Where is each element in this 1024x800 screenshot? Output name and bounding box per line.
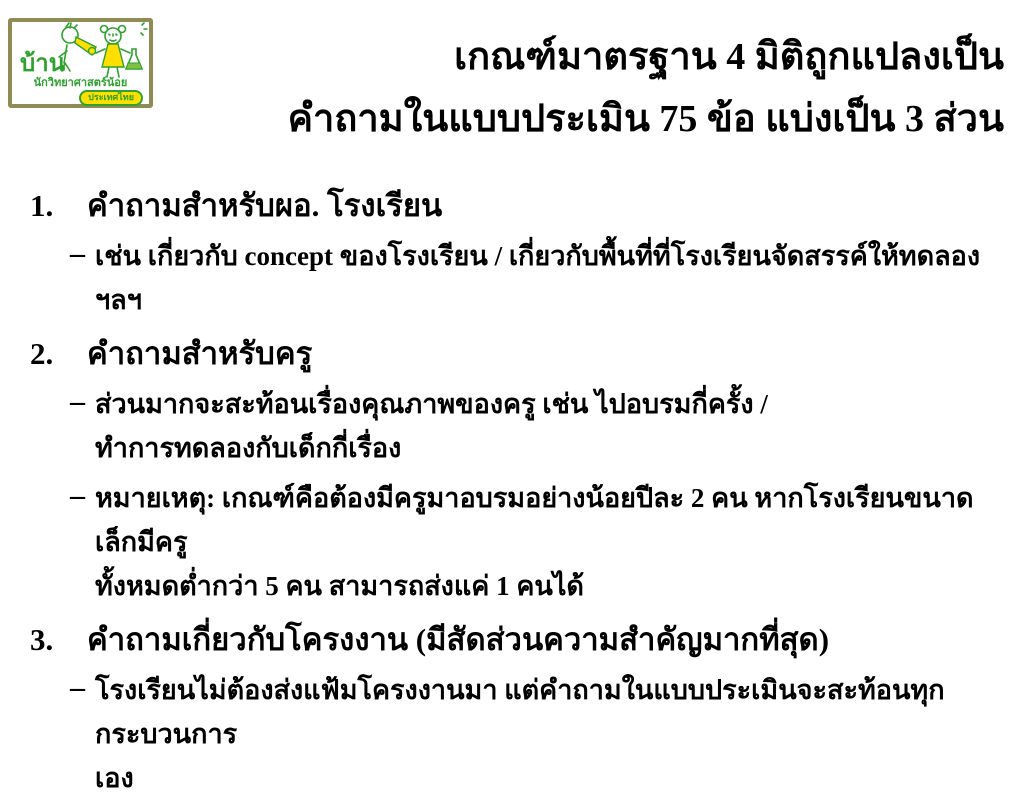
sub-bullet-3-1	[0, 668, 1024, 800]
sub-bullet-1-1	[0, 234, 1024, 322]
sub-bullet-line: ทำการทดลองกับเด็กกี่เรื่อง	[95, 433, 402, 463]
dash-bullet-icon: –	[70, 385, 85, 418]
dash-bullet-icon: –	[70, 479, 85, 512]
sub-bullet-line: เช่น เกี่ยวกับ concept ของโรงเรียน / เกี่ยวกับพื้นที่ที่โรงเรียนจัดสรรค์ให้ทดลอง ฯลฯ	[95, 241, 981, 315]
sub-bullet-line: หมายเหตุ: เกณฑ์คือต้องมีครูมาอบรมอย่างน้อยปีละ 2 คน หากโรงเรียนขนาดเล็กมีครู	[95, 483, 974, 557]
list-item-2	[0, 332, 1024, 376]
item-label: คำถามสำหรับครู	[87, 336, 313, 371]
item-label: คำถามสำหรับผอ. โรงเรียน	[87, 188, 443, 223]
sub-bullet-2-1	[0, 382, 1024, 470]
sub-bullet-2-2	[0, 476, 1024, 608]
sub-bullet-line: โรงเรียนไม่ต้องส่งแฟ้มโครงงานมา แต่คำถามในแบบประเมินจะสะท้อนทุกกระบวนการ	[95, 675, 945, 749]
slide-title-line-2: คำถามในแบบประเมิน 75 ข้อ แบ่งเป็น 3 ส่วน	[287, 98, 1004, 140]
dash-bullet-icon: –	[70, 237, 85, 270]
list-item-1	[0, 184, 1024, 228]
item-number: 2.	[30, 336, 54, 371]
slide-body	[0, 184, 1024, 800]
item-number: 1.	[30, 188, 54, 223]
slide-title	[0, 0, 1024, 150]
sub-bullet-line: เอง	[95, 763, 134, 793]
slide-title-line-1: เกณฑ์มาตรฐาน 4 มิติถูกแปลงเป็น	[454, 36, 1004, 78]
sub-bullet-line: ส่วนมากจะสะท้อนเรื่องคุณภาพของครู เช่น ไปอบรมกี่ครั้ง /	[95, 389, 768, 419]
dash-bullet-icon: –	[70, 671, 85, 704]
item-label: คำถามเกี่ยวกับโครงงาน (มีสัดส่วนความสำคัญมากที่สุด)	[87, 622, 830, 657]
item-number: 3.	[30, 622, 54, 657]
sub-bullet-line: ทั้งหมดต่ำกว่า 5 คน สามารถส่งแค่ 1 คนได้	[95, 571, 584, 601]
little-scientists-house-logo	[8, 18, 153, 108]
kids-science-doodle-icon	[52, 23, 148, 81]
list-item-3	[0, 618, 1024, 662]
logo-subtitle: นักวิทยาศาสตร์น้อย	[33, 77, 128, 89]
logo-title: บ้าน	[20, 50, 66, 77]
logo-country-badge: ประเทศไทย	[79, 90, 143, 106]
